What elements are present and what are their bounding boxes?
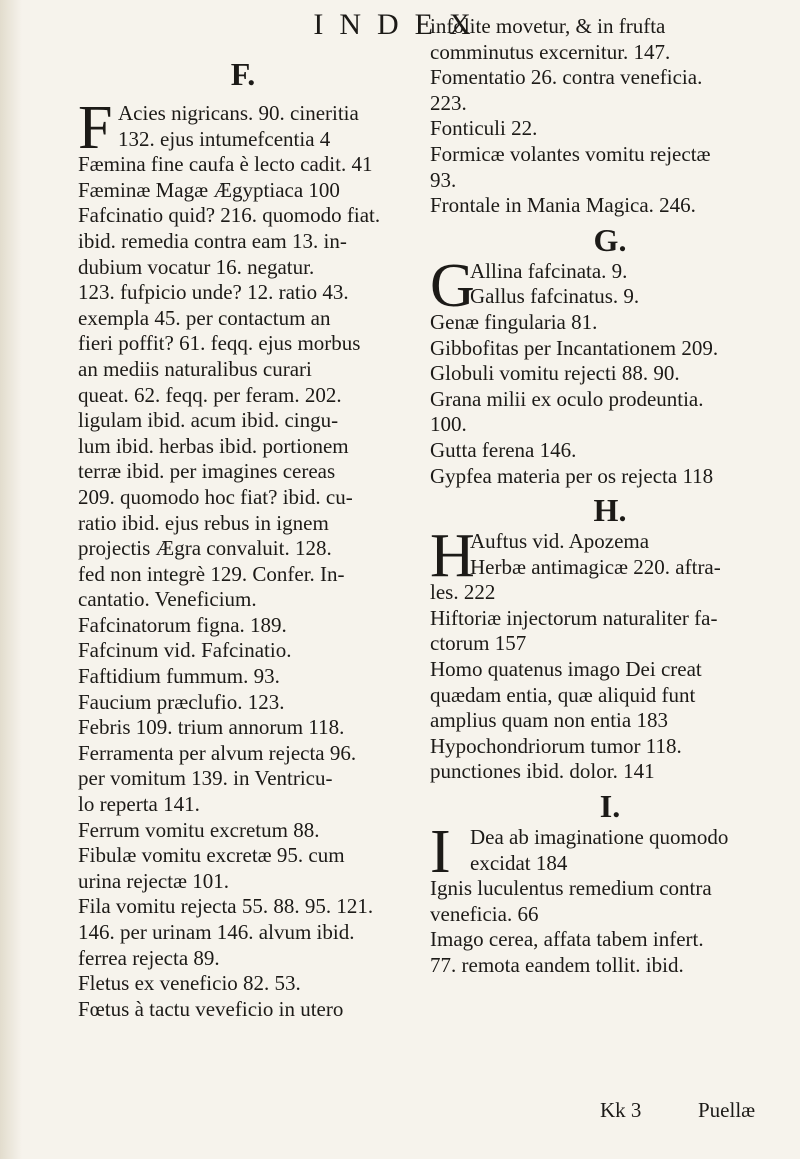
index-line: Gallus fafcinatus. 9. bbox=[470, 284, 640, 309]
index-line: cantatio. Veneficium. bbox=[78, 587, 257, 612]
signature-mark: Kk 3 bbox=[600, 1098, 642, 1122]
right-entries-f bbox=[430, 14, 790, 219]
right-entries-g bbox=[430, 251, 790, 489]
section-heading-f: F. bbox=[230, 56, 256, 92]
index-line: Fibulæ vomitu excretæ 95. cum bbox=[78, 843, 345, 868]
index-line: Fœtus à tactu veveficio in utero bbox=[78, 996, 344, 1021]
index-line: Fæmina fine caufa è lecto cadit. 41 bbox=[78, 152, 373, 177]
index-line: 146. per urinam 146. alvum ibid. bbox=[78, 920, 355, 944]
index-line: queat. 62. feqq. per feram. 202. bbox=[78, 382, 342, 407]
index-line: Dea ab imaginatione quomodo bbox=[470, 825, 729, 850]
index-line: Gypfea materia per os rejecta 118 bbox=[430, 463, 714, 488]
index-line: Fletus ex veneficio 82. 53. bbox=[78, 971, 301, 996]
section-heading-g: G. bbox=[593, 221, 627, 258]
index-line: ferrea rejecta 89. bbox=[78, 945, 220, 970]
index-line: exempla 45. per contactum an bbox=[78, 305, 331, 330]
index-line: ctorum 157 bbox=[430, 631, 527, 656]
index-line: Faucium præclufio. 123. bbox=[78, 689, 285, 714]
index-line: 223. bbox=[430, 90, 467, 115]
index-line: fed non integrè 129. Confer. In- bbox=[78, 561, 345, 586]
index-line: 100. bbox=[430, 412, 467, 437]
index-line: quædam entia, quæ aliquid funt bbox=[430, 682, 696, 707]
index-line: 209. quomodo hoc fiat? ibid. cu- bbox=[78, 484, 353, 509]
index-line: ratio ibid. ejus rebus in ignem bbox=[78, 510, 329, 535]
index-line: ibid. remedia contra eam 13. in- bbox=[78, 228, 347, 253]
page-edge-shadow bbox=[0, 0, 22, 1159]
index-line: Fafcinatio quid? 216. quomodo fiat. bbox=[78, 203, 381, 228]
index-line: Allina fafcinata. 9. bbox=[470, 258, 628, 283]
index-line: dubium vocatur 16. negatur. bbox=[78, 254, 315, 279]
index-line: fieri poffit? 61. feqq. ejus morbus bbox=[78, 331, 361, 356]
index-line: les. 222 bbox=[430, 580, 496, 605]
index-line: amplius quam non entia 183 bbox=[430, 708, 668, 733]
index-line: lo reperta 141. bbox=[78, 792, 200, 817]
index-line: Auftus vid. Apozema bbox=[470, 529, 650, 554]
index-line: Genæ fingularia 81. bbox=[430, 309, 598, 334]
index-line: per vomitum 139. in Ventricu- bbox=[78, 766, 333, 791]
index-line: Hiftoriæ injectorum naturaliter fa- bbox=[430, 605, 718, 630]
index-line: Formicæ volantes vomitu rejectæ bbox=[430, 141, 711, 166]
index-line: an mediis naturalibus curari bbox=[78, 356, 312, 381]
index-line: Herbæ antimagicæ 220. aftra- bbox=[470, 554, 721, 579]
index-line: excidat 184 bbox=[470, 850, 568, 875]
index-line: lum ibid. herbas ibid. portionem bbox=[78, 433, 349, 458]
index-line: 77. remota eandem tollit. ibid. bbox=[430, 953, 684, 977]
index-line: infolite movetur, & in frufta bbox=[430, 14, 666, 38]
index-line: Febris 109. trium annorum 118. bbox=[78, 715, 345, 740]
index-line: comminutus excernitur. 147. bbox=[430, 39, 671, 64]
left-entries bbox=[78, 94, 408, 1022]
index-line: Globuli vomitu rejecti 88. 90. bbox=[430, 361, 680, 386]
index-line: terræ ibid. per imagines cereas bbox=[78, 459, 336, 484]
section-heading-i: I. bbox=[599, 788, 621, 825]
dropcap-i: I bbox=[430, 818, 451, 887]
index-line: Hypochondriorum tumor 118. bbox=[430, 733, 682, 758]
dropcap-g: G bbox=[430, 251, 475, 320]
index-line: Grana milii ex oculo prodeuntia. bbox=[430, 386, 704, 411]
index-line: Fomentatio 26. contra veneficia. bbox=[430, 65, 703, 90]
index-line: Ignis luculentus remedium contra bbox=[430, 876, 712, 901]
index-line: 132. ejus intumefcentia 4 bbox=[118, 126, 331, 151]
index-line: Fila vomitu rejecta 55. 88. 95. 121. bbox=[78, 894, 374, 919]
index-line: Homo quatenus imago Dei creat bbox=[430, 657, 702, 682]
index-line: Fafcinum vid. Fafcinatio. bbox=[78, 638, 292, 663]
index-line: Gutta ferena 146. bbox=[430, 437, 577, 462]
index-line: Acies nigricans. 90. cineritia bbox=[118, 101, 359, 125]
section-heading-h: H. bbox=[593, 492, 627, 529]
catchword: Puellæ bbox=[698, 1098, 756, 1122]
index-line: urina rejectæ 101. bbox=[78, 868, 230, 893]
index-line: Ferrum vomitu excretum 88. bbox=[78, 817, 320, 842]
index-line: punctiones ibid. dolor. 141 bbox=[430, 759, 655, 784]
right-column bbox=[430, 14, 790, 979]
index-line: Faftidium fummum. 93. bbox=[78, 664, 280, 689]
right-entries-i bbox=[430, 818, 790, 979]
index-line: Ferramenta per alvum rejecta 96. bbox=[78, 740, 357, 765]
index-line: Imago cerea, affata tabem infert. bbox=[430, 927, 704, 952]
index-line: Gibbofitas per Incantationem 209. bbox=[430, 335, 719, 360]
index-line: ligulam ibid. acum ibid. cingu- bbox=[78, 408, 339, 433]
left-column bbox=[78, 55, 408, 1022]
dropcap-f: F bbox=[78, 94, 113, 162]
index-line: veneficia. 66 bbox=[430, 901, 539, 926]
index-line: 123. fufpicio unde? 12. ratio 43. bbox=[78, 280, 349, 305]
index-line: Fonticuli 22. bbox=[430, 116, 538, 141]
index-line: Frontale in Mania Magica. 246. bbox=[430, 193, 696, 218]
index-line: Fæminæ Magæ Ægyptiaca 100 bbox=[78, 177, 340, 202]
index-line: 93. bbox=[430, 167, 457, 192]
right-entries-h bbox=[430, 522, 790, 785]
page-header: INDEX bbox=[313, 8, 487, 41]
dropcap-h: H bbox=[430, 522, 475, 591]
index-line: Fafcinatorum figna. 189. bbox=[78, 612, 287, 637]
index-line: projectis Ægra convaluit. 128. bbox=[78, 536, 332, 561]
